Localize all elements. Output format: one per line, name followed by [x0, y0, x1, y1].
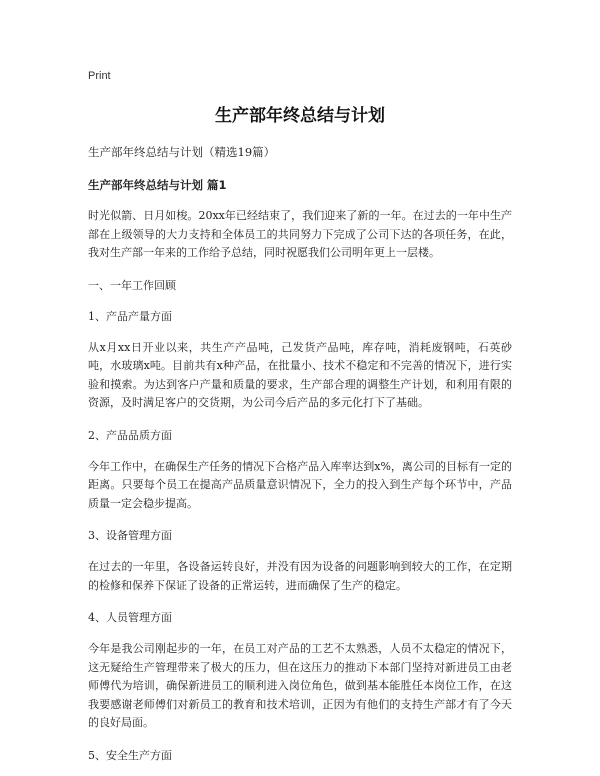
item1-paragraph: 从x月xx日开业以来，共生产产品吨，己发货产品吨，库存吨，消耗废钢吨，石英砂吨，水玻璃x吨。目前共有x种产品，在批量小、技术不稳定和不完善的情况下，进行实验和摸索。为达到客户产量和质量的要求，生产部合理的调整生产计划，和利用有限的资源，及时满足客户的交货期，为公司今后产品的多元化打下了基础。 [88, 340, 512, 409]
item4-heading: 4、人员管理方面 [88, 611, 172, 624]
item3-paragraph: 在过去的一年里，各设备运转良好，并没有因为设备的问题影响到较大的工作，在定期的检修和保养下保证了设备的正常运转，进而确保了生产的稳定。 [88, 560, 512, 592]
item1-heading: 1、产品产量方面 [88, 309, 172, 323]
intro-paragraph: 时光似箭、日月如梭。20xx年已经结束了，我们迎来了新的一年。在过去的一年中生产部在上级领导的大力支持和全体员工的共同努力下完成了公司下达的各项任务，在此，我对生产部一年来的工作给予总结，同时祝愿我们公司明年更上一层楼。 [88, 209, 512, 259]
item5-heading: 5、安全生产方面 [88, 748, 172, 762]
item3-heading: 3、设备管理方面 [88, 529, 172, 542]
item4-paragraph: 今年是我公司刚起步的一年，在员工对产品的工艺不太熟悉，人员不太稳定的情况下，这无疑给生产管理带来了极大的压力，但在这压力的推动下本部门坚持对新进员工由老师傅代为培训，确保新进员工的顺利进入岗位角色，做到基本能胜任本岗位工作，在这我要感谢老师傅们对新员工的教育和技术培训，正因为有他们的支持生产部才有了今天的良好局面。 [88, 642, 512, 729]
section-title: 生产部年终总结与计划 篇1 [88, 178, 227, 192]
part1-heading: 一、一年工作回顾 [88, 278, 176, 292]
page-title: 生产部年终总结与计划 [215, 106, 385, 126]
print-label: Print [88, 70, 111, 82]
item2-heading: 2、产品品质方面 [88, 428, 172, 442]
document-subtitle: 生产部年终总结与计划（精选19篇） [88, 145, 276, 159]
item2-paragraph: 今年工作中，在确保生产任务的情况下合格产品入库率达到x%，离公司的目标有一定的距离。只要每个员工在提高产品质量意识情况下，全力的投入到生产每个环节中，产品质量一定会稳步提高。 [88, 459, 512, 510]
